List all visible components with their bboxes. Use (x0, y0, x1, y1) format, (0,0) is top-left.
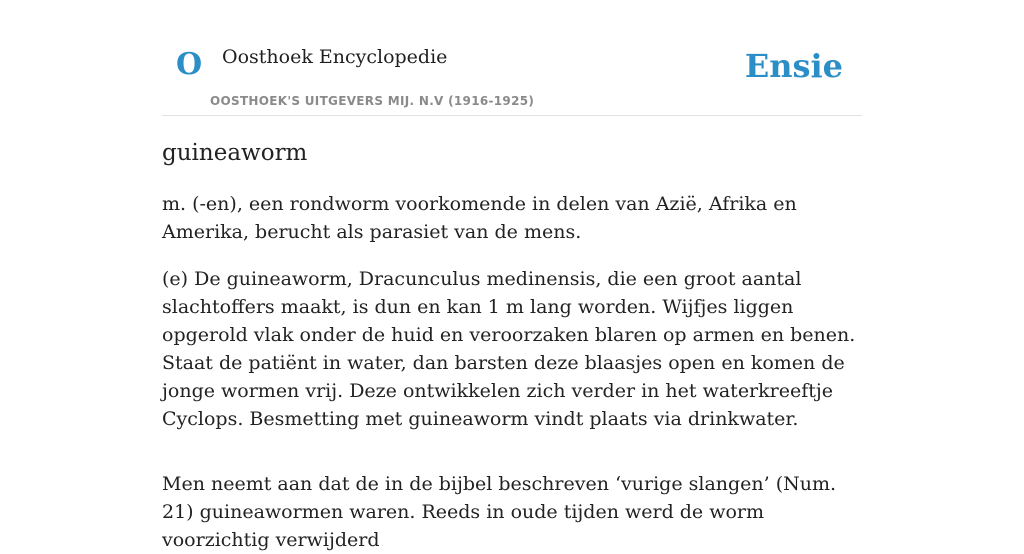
entry-paragraph: m. (-en), een rondworm voorkomende in delen van Azië, Afrika en Amerika, berucht als parasiet van de mens. (162, 192, 797, 243)
book-header (162, 0, 862, 116)
publisher-label: OOSTHOEK'S UITGEVERS MIJ. N.V (1916-1925) (210, 94, 535, 108)
book-title-link[interactable]: Oosthoek Encyclopedie (222, 46, 448, 68)
entry-paragraph: (e) De guineaworm, Dracunculus medinensis, die een groot aantal slachtoffers maakt, is dun en kan 1 m lang worden. Wijfjes liggen opgerold vlak onder de huid en veroorzaken blaren op armen en benen. Staat de patiënt in water, dan barsten deze blaasjes open en komen de jonge wormen vrij. Deze ontwikkelen zich verder in het waterkreeftje Cyclops. Besmetting met guineaworm vindt plaats via drinkwater. (162, 267, 856, 430)
entry-paragraph: Men neemt aan dat de in de bijbel beschreven ‘vurige slangen’ (Num. 21) guineawormen waren. Reeds in oude tijden werd de worm voorzichtig verwijderd (162, 472, 837, 551)
page (162, 0, 862, 554)
entry-title: guineaworm (162, 140, 308, 166)
ensie-brand-link[interactable]: Ensie (744, 47, 843, 85)
book-logo-icon[interactable]: O (176, 47, 203, 82)
